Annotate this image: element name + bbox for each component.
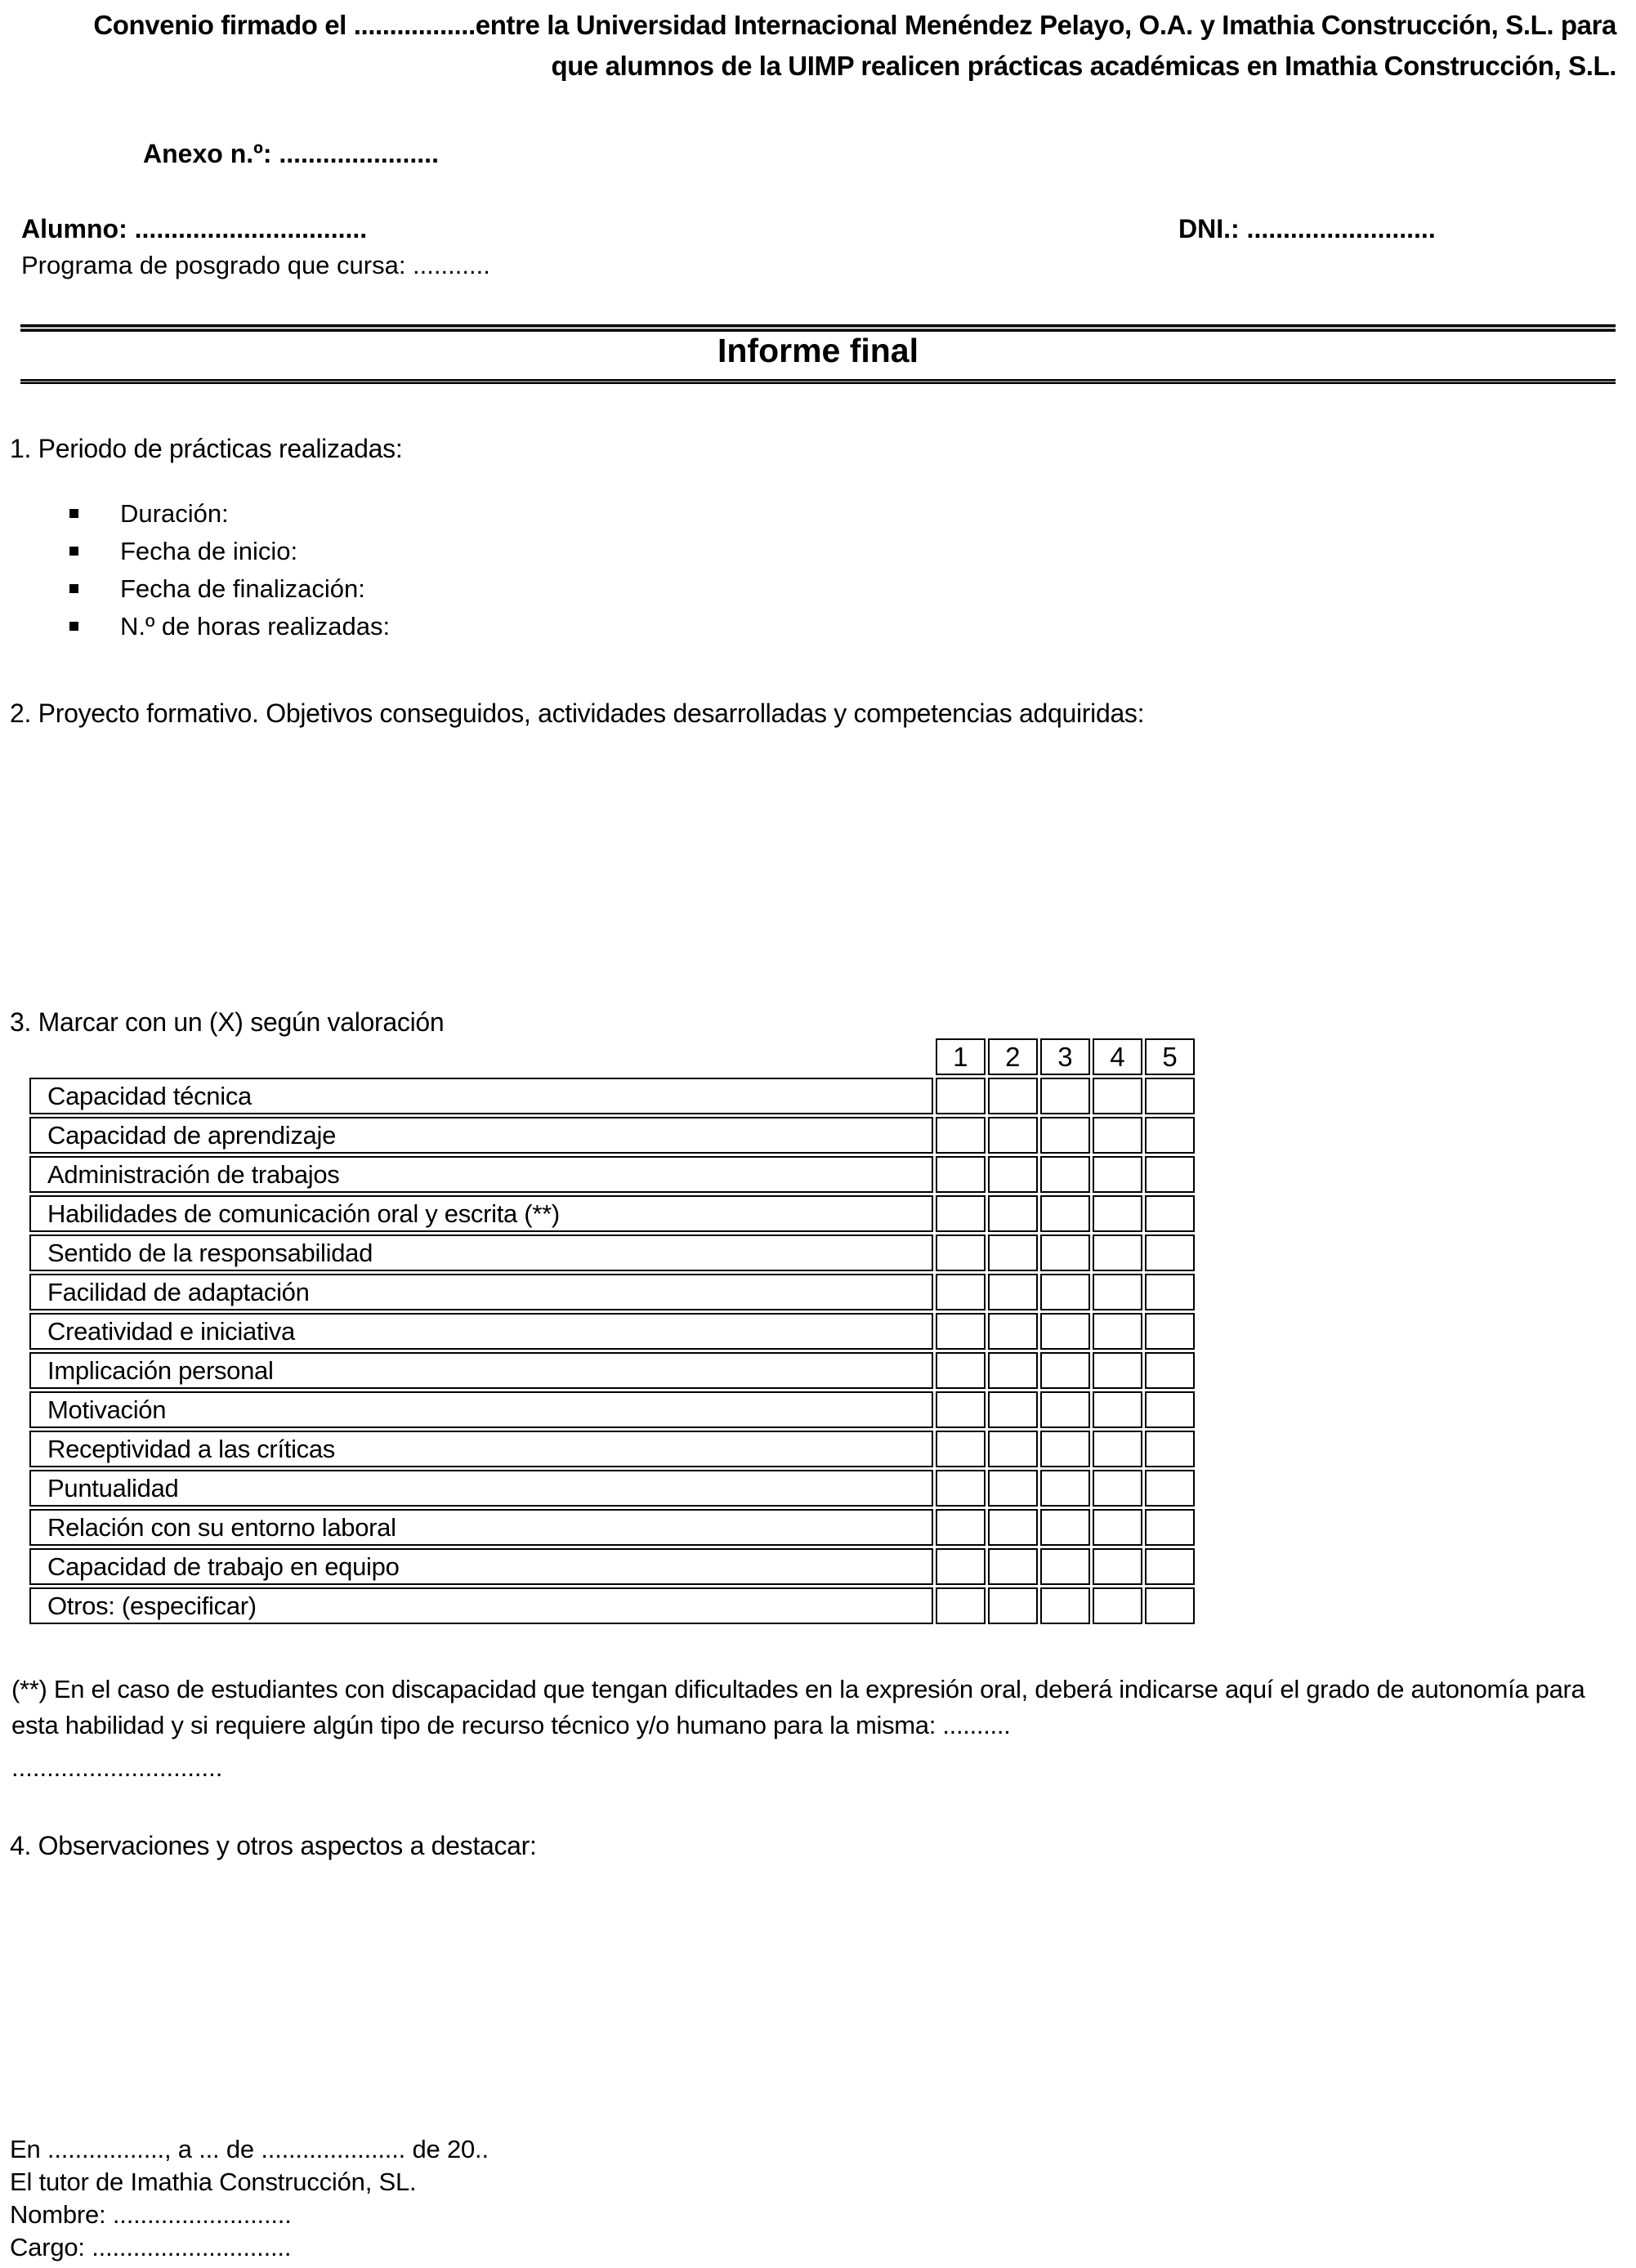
title-rule-top bbox=[20, 324, 1616, 332]
rating-cell-1 bbox=[936, 1195, 986, 1232]
criterion-label: Otros: (especificar) bbox=[29, 1587, 933, 1624]
rating-cell-5 bbox=[1145, 1117, 1195, 1154]
rating-cell-5 bbox=[1145, 1352, 1195, 1389]
dni-field: DNI.: .......................... bbox=[1178, 214, 1436, 243]
rating-cell-1 bbox=[936, 1078, 986, 1114]
rating-cell-2 bbox=[988, 1117, 1038, 1154]
rating-cell-1 bbox=[936, 1548, 986, 1585]
page-title: Informe final bbox=[717, 332, 919, 369]
table-row bbox=[29, 1470, 1195, 1507]
closing-tutor-line: El tutor de Imathia Construcción, SL. bbox=[10, 2168, 417, 2196]
footnote-dots-line: .............................. bbox=[11, 1753, 223, 1782]
criterion-label: Habilidades de comunicación oral y escrita (**) bbox=[29, 1195, 933, 1232]
section1-bullet-list bbox=[69, 495, 390, 645]
convenio-header-line1: Convenio firmado el .................entre la Universidad Internacional Menéndez Pelayo, O.A. y Imathia Construcción, S.L. para bbox=[93, 10, 1616, 40]
rating-cell-1 bbox=[936, 1587, 986, 1624]
rating-cell-1 bbox=[936, 1352, 986, 1389]
rating-cell-4 bbox=[1093, 1117, 1142, 1154]
rating-cell-4 bbox=[1093, 1313, 1142, 1350]
criterion-label: Motivación bbox=[29, 1391, 933, 1428]
list-item bbox=[69, 495, 390, 533]
rating-cell-1 bbox=[936, 1313, 986, 1350]
section3-heading: 3. Marcar con un (X) según valoración bbox=[10, 1007, 445, 1037]
table-row bbox=[29, 1391, 1195, 1428]
list-item-label: Fecha de finalización: bbox=[120, 574, 365, 603]
list-item-label: Fecha de inicio: bbox=[120, 537, 298, 565]
column-header-5: 5 bbox=[1145, 1038, 1195, 1075]
rating-table-header-row bbox=[29, 1038, 1195, 1075]
rating-cell-2 bbox=[988, 1313, 1038, 1350]
rating-cell-5 bbox=[1145, 1313, 1195, 1350]
rating-cell-5 bbox=[1145, 1195, 1195, 1232]
criterion-label: Facilidad de adaptación bbox=[29, 1274, 933, 1310]
column-header-2: 2 bbox=[988, 1038, 1038, 1075]
rating-cell-2 bbox=[988, 1587, 1038, 1624]
rating-cell-4 bbox=[1093, 1509, 1142, 1546]
table-header-spacer bbox=[29, 1038, 933, 1075]
table-row bbox=[29, 1587, 1195, 1624]
rating-cell-2 bbox=[988, 1234, 1038, 1271]
rating-cell-2 bbox=[988, 1156, 1038, 1193]
rating-cell-3 bbox=[1040, 1548, 1090, 1585]
rating-cell-5 bbox=[1145, 1548, 1195, 1585]
criterion-label: Capacidad técnica bbox=[29, 1078, 933, 1114]
rating-cell-1 bbox=[936, 1274, 986, 1310]
rating-cell-1 bbox=[936, 1117, 986, 1154]
rating-cell-3 bbox=[1040, 1431, 1090, 1467]
rating-cell-4 bbox=[1093, 1234, 1142, 1271]
table-row bbox=[29, 1313, 1195, 1350]
square-bullet-icon bbox=[69, 622, 78, 631]
rating-cell-3 bbox=[1040, 1352, 1090, 1389]
rating-cell-3 bbox=[1040, 1313, 1090, 1350]
square-bullet-icon bbox=[69, 584, 78, 593]
rating-cell-4 bbox=[1093, 1156, 1142, 1193]
table-row bbox=[29, 1156, 1195, 1193]
rating-cell-3 bbox=[1040, 1274, 1090, 1310]
rating-cell-3 bbox=[1040, 1391, 1090, 1428]
closing-nombre-field: Nombre: .......................... bbox=[10, 2200, 292, 2229]
column-header-3: 3 bbox=[1040, 1038, 1090, 1075]
rating-cell-4 bbox=[1093, 1195, 1142, 1232]
rating-cell-1 bbox=[936, 1391, 986, 1428]
rating-cell-1 bbox=[936, 1156, 986, 1193]
column-header-4: 4 bbox=[1093, 1038, 1142, 1075]
rating-cell-5 bbox=[1145, 1509, 1195, 1546]
criterion-label: Sentido de la responsabilidad bbox=[29, 1234, 933, 1271]
table-row bbox=[29, 1548, 1195, 1585]
table-row bbox=[29, 1274, 1195, 1310]
rating-cell-3 bbox=[1040, 1587, 1090, 1624]
convenio-header-line2: que alumnos de la UIMP realicen prácticas académicas en Imathia Construcción, S.L. bbox=[551, 51, 1616, 81]
list-item bbox=[69, 608, 390, 645]
table-row bbox=[29, 1431, 1195, 1467]
rating-cell-5 bbox=[1145, 1391, 1195, 1428]
rating-cell-4 bbox=[1093, 1274, 1142, 1310]
rating-cell-1 bbox=[936, 1509, 986, 1546]
rating-cell-3 bbox=[1040, 1117, 1090, 1154]
rating-cell-3 bbox=[1040, 1195, 1090, 1232]
criterion-label: Puntualidad bbox=[29, 1470, 933, 1507]
closing-place-date-line: En ................., a ... de ..................... de 20.. bbox=[10, 2135, 489, 2163]
closing-cargo-field: Cargo: ............................. bbox=[10, 2233, 292, 2261]
rating-cell-2 bbox=[988, 1470, 1038, 1507]
rating-cell-5 bbox=[1145, 1587, 1195, 1624]
rating-table bbox=[27, 1036, 1197, 1627]
rating-cell-2 bbox=[988, 1195, 1038, 1232]
square-bullet-icon bbox=[69, 509, 78, 518]
criterion-label: Capacidad de aprendizaje bbox=[29, 1117, 933, 1154]
programa-field: Programa de posgrado que cursa: ........... bbox=[21, 251, 490, 279]
rating-cell-2 bbox=[988, 1352, 1038, 1389]
list-item bbox=[69, 533, 390, 570]
rating-cell-1 bbox=[936, 1234, 986, 1271]
rating-cell-5 bbox=[1145, 1470, 1195, 1507]
rating-cell-4 bbox=[1093, 1391, 1142, 1428]
anexo-field: Anexo n.º: ...................... bbox=[143, 139, 439, 168]
rating-cell-5 bbox=[1145, 1234, 1195, 1271]
rating-cell-1 bbox=[936, 1431, 986, 1467]
footnote-double-asterisk: (**) En el caso de estudiantes con discapacidad que tengan dificultades en la expresión oral, deberá indicarse aquí el grado de autonomía para esta habilidad y si requiere algún tipo de recurso técnico y/o humano para la misma: .......... bbox=[11, 1675, 1585, 1739]
section1-heading: 1. Periodo de prácticas realizadas: bbox=[10, 434, 403, 463]
criterion-label: Receptividad a las críticas bbox=[29, 1431, 933, 1467]
column-header-1: 1 bbox=[936, 1038, 986, 1075]
rating-cell-5 bbox=[1145, 1274, 1195, 1310]
rating-cell-5 bbox=[1145, 1431, 1195, 1467]
list-item-label: N.º de horas realizadas: bbox=[120, 612, 391, 641]
table-row bbox=[29, 1509, 1195, 1546]
rating-cell-3 bbox=[1040, 1470, 1090, 1507]
rating-cell-4 bbox=[1093, 1078, 1142, 1114]
rating-cell-4 bbox=[1093, 1431, 1142, 1467]
rating-cell-2 bbox=[988, 1391, 1038, 1428]
criterion-label: Administración de trabajos bbox=[29, 1156, 933, 1193]
criterion-label: Creatividad e iniciativa bbox=[29, 1313, 933, 1350]
table-row bbox=[29, 1195, 1195, 1232]
table-row bbox=[29, 1234, 1195, 1271]
rating-cell-4 bbox=[1093, 1548, 1142, 1585]
rating-cell-2 bbox=[988, 1548, 1038, 1585]
alumno-field: Alumno: ................................ bbox=[21, 214, 368, 243]
criterion-label: Relación con su entorno laboral bbox=[29, 1509, 933, 1546]
rating-cell-5 bbox=[1145, 1078, 1195, 1114]
rating-cell-3 bbox=[1040, 1234, 1090, 1271]
table-row bbox=[29, 1078, 1195, 1114]
rating-cell-2 bbox=[988, 1431, 1038, 1467]
rating-cell-1 bbox=[936, 1470, 986, 1507]
table-row bbox=[29, 1117, 1195, 1154]
criterion-label: Implicación personal bbox=[29, 1352, 933, 1389]
rating-cell-2 bbox=[988, 1078, 1038, 1114]
rating-cell-3 bbox=[1040, 1156, 1090, 1193]
list-item-label: Duración: bbox=[120, 499, 229, 528]
rating-cell-4 bbox=[1093, 1470, 1142, 1507]
rating-cell-5 bbox=[1145, 1156, 1195, 1193]
list-item bbox=[69, 570, 390, 608]
criterion-label: Capacidad de trabajo en equipo bbox=[29, 1548, 933, 1585]
section4-heading: 4. Observaciones y otros aspectos a destacar: bbox=[10, 1831, 537, 1860]
rating-cell-3 bbox=[1040, 1078, 1090, 1114]
rating-cell-2 bbox=[988, 1509, 1038, 1546]
convenio-header bbox=[25, 5, 1616, 87]
rating-cell-4 bbox=[1093, 1587, 1142, 1624]
rating-cell-2 bbox=[988, 1274, 1038, 1310]
table-row bbox=[29, 1352, 1195, 1389]
square-bullet-icon bbox=[69, 547, 78, 556]
rating-cell-4 bbox=[1093, 1352, 1142, 1389]
section2-heading: 2. Proyecto formativo. Objetivos conseguidos, actividades desarrolladas y competencias adquiridas: bbox=[10, 699, 1145, 728]
rating-cell-3 bbox=[1040, 1509, 1090, 1546]
title-rule-bottom bbox=[20, 379, 1616, 384]
